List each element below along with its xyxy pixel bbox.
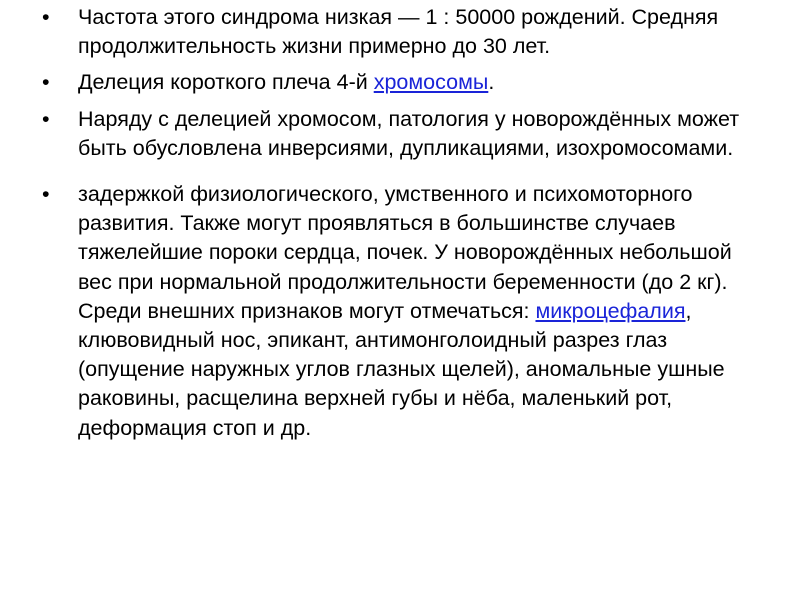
bullet-marker: • xyxy=(42,182,50,207)
bullet-marker: • xyxy=(42,70,50,95)
microcephaly-link[interactable]: микроцефалия xyxy=(535,298,686,323)
bullet-item-symptoms xyxy=(42,180,760,443)
bullet-text-end: , клювовидный нос, эпикант, антимонголоидный разрез глаз (опущение наружных углов глазных щелей), аномальные ушные раковины, расщелина верхней губы и нёба, маленький рот, деформация стоп и др. xyxy=(78,298,725,440)
bullet-list xyxy=(42,3,760,443)
bullet-marker: • xyxy=(42,106,50,131)
bullet-item-pathology xyxy=(42,105,760,163)
bullet-item-frequency xyxy=(42,3,760,61)
bullet-marker: • xyxy=(42,5,50,29)
bullet-item-deletion xyxy=(42,68,760,97)
bullet-text: Частота этого синдрома низкая — 1 : 50000 рождений. Средняя продолжительность жизни примерно до 30 лет. xyxy=(78,5,719,59)
bullet-text: задержкой физиологического, умственного и психомоторного развития. Также могут проявляться в большинстве случаев тяжелейшие пороки сердца, почек. У новорождённых небольшой вес при нормальной продолжительности беременности (до 2 кг). Среди внешних признаков могут отмечаться: xyxy=(78,182,732,323)
chromosomes-link[interactable]: хромосомы xyxy=(373,70,489,95)
bullet-text: Наряду с делецией хромосом, патология у новорождённых может быть обусловлена инверсиями, дупликациями, изохромосомами. xyxy=(78,106,740,160)
bullet-text-end: . xyxy=(488,70,495,95)
bullet-text: Делеция короткого плеча 4-й xyxy=(78,70,374,95)
